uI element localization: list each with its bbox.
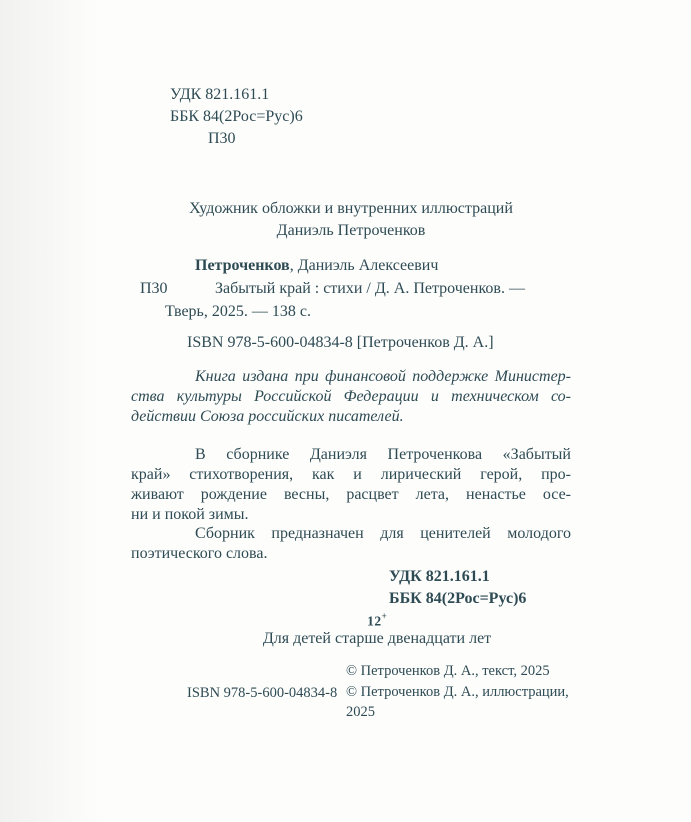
catalog-code-top: П30 xyxy=(208,130,236,147)
annotation-paragraph-1 xyxy=(131,445,571,525)
copyright-illustrations-line: © Петроченков Д. А., иллюстрации, xyxy=(346,683,569,700)
bottom-catalog-block xyxy=(389,566,526,610)
age-rating-number: 12 xyxy=(367,613,382,629)
city-line: Тверь, 2025. — 138 с. xyxy=(165,303,311,320)
age-rating xyxy=(131,611,597,630)
udk-bottom: УДК 821.161.1 xyxy=(389,568,490,585)
audience-line: Для детей старше двенадцати лет xyxy=(262,630,492,647)
support-note xyxy=(131,367,571,427)
annotation-p1-line4: ни и покой зимы. xyxy=(131,506,249,523)
isbn-bottom: ISBN 978-5-600-04834-8 xyxy=(187,685,338,701)
support-note-line2: ства культуры Российской Федерации и техническом со- xyxy=(131,388,571,405)
annotation-p2-line1: Сборник предназначен для ценителей молодого xyxy=(195,525,571,542)
copyright-text-line: © Петроченков Д. А., текст, 2025 xyxy=(346,663,550,679)
author-line xyxy=(131,254,571,277)
top-catalog-block xyxy=(170,84,303,150)
annotation-paragraph-2 xyxy=(131,524,571,564)
copyright-block xyxy=(346,661,569,723)
artist-credit-line1: Художник обложки и внутренних иллюстраций xyxy=(189,200,513,217)
catalog-code-entry: П30 xyxy=(140,280,168,297)
annotation-p1-line1: В сборнике Даниэля Петроченкова «Забытый xyxy=(195,446,571,463)
bbk-bottom: ББК 84(2Рос=Рус)6 xyxy=(389,590,527,607)
bibliographic-record xyxy=(131,254,571,323)
artist-credit xyxy=(131,198,571,242)
support-note-line1: Книга издана при финансовой поддержке Министер- xyxy=(195,368,571,385)
age-rating-plus: + xyxy=(381,611,387,621)
author-rest: , Даниэль Алексеевич xyxy=(289,257,439,274)
author-surname: Петроченков xyxy=(195,257,290,274)
copyright-year-line: 2025 xyxy=(346,704,375,720)
annotation-p1-line2: край» стихотворения, как и лирический герой, про- xyxy=(131,466,571,483)
annotation-p1-line3: живают рождение весны, расцвет лета, ненастье осе- xyxy=(131,486,571,503)
annotation-p2-line2: поэтического слова. xyxy=(131,545,268,562)
udk-top: УДК 821.161.1 xyxy=(170,86,270,103)
title-text: Забытый край : стихи / Д. А. Петроченков. — xyxy=(215,280,525,297)
support-note-line3: действии Союза российских писателей. xyxy=(131,408,404,425)
title-line xyxy=(131,277,571,300)
bbk-top: ББК 84(2Рос=Рус)6 xyxy=(170,108,303,125)
artist-credit-line2: Даниэль Петроченков xyxy=(276,222,426,239)
isbn-mid-line: ISBN 978-5-600-04834-8 [Петроченков Д. А.] xyxy=(187,334,494,351)
